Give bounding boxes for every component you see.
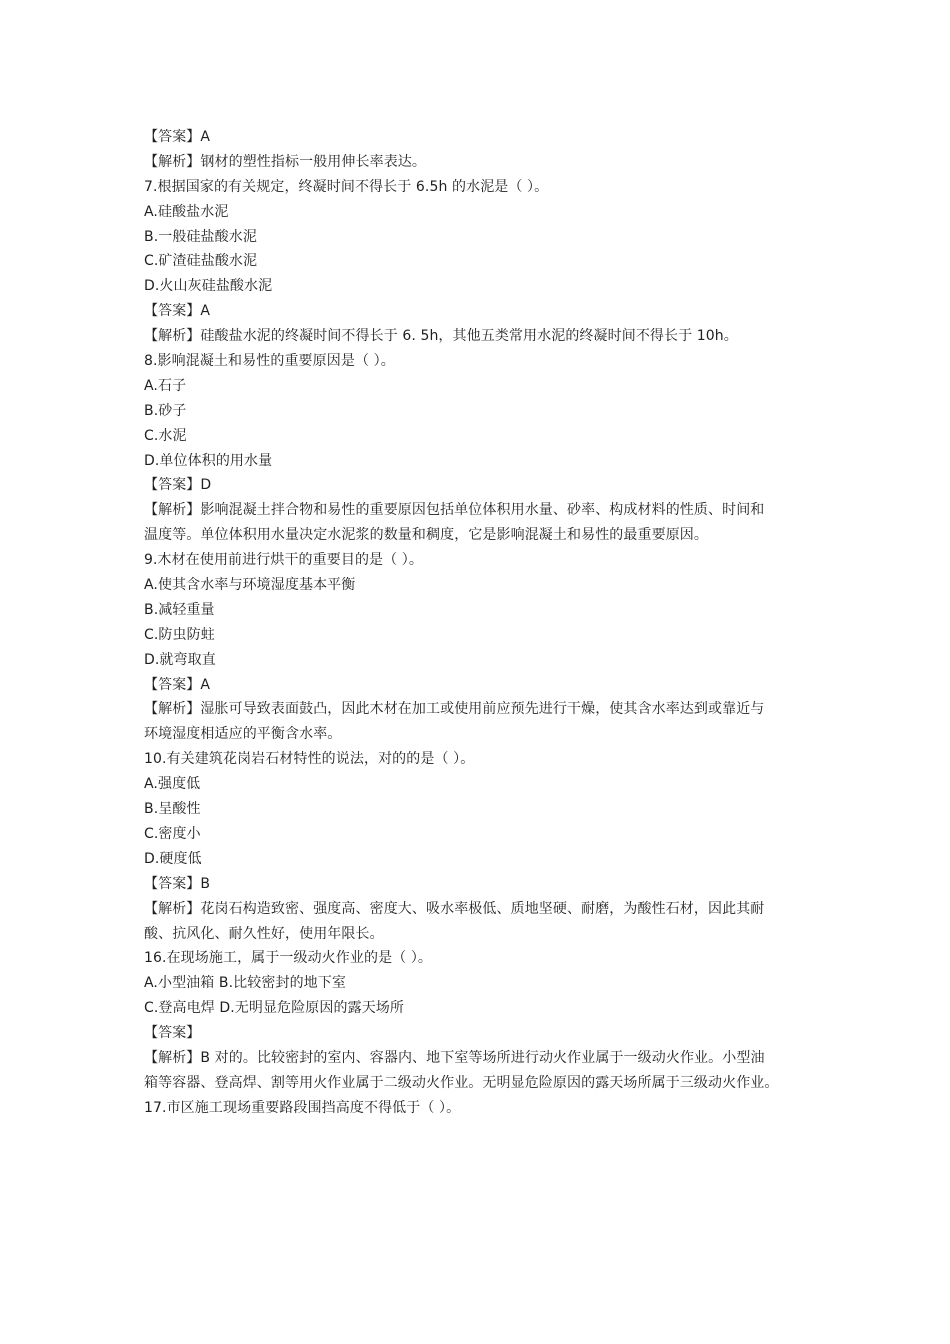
text-line: 【答案】A xyxy=(144,129,211,145)
text-line: 【解析】花岗石构造致密、强度高、密度大、吸水率极低、质地坚硬、耐磨，为酸性石材，因此其耐 xyxy=(144,900,765,917)
text-line: 【答案】A xyxy=(144,676,211,693)
text-line: B.一般硅盐酸水泥 xyxy=(144,228,257,245)
text-line: 环境湿度相适应的平衡含水率。 xyxy=(144,726,342,743)
text-line: 箱等容器、登高焊、割等用火作业属于二级动火作业。无明显危险原因的露天场所属于三级动火作业。 xyxy=(144,1074,779,1091)
text-line: 酸、抗风化、耐久性好，使用年限长。 xyxy=(144,925,384,942)
text-line: 7.根据国家的有关规定，终凝时间不得长于 6.5h 的水泥是（ ）。 xyxy=(144,178,549,195)
text-line: A.石子 xyxy=(144,377,187,394)
text-line: 【解析】影响混凝土拌合物和易性的重要原因包括单位体积用水量、砂率、构成材料的性质、时间和 xyxy=(144,502,765,519)
text-line: 10.有关建筑花岗岩石材特性的说法，对的的是（ ）。 xyxy=(144,751,475,768)
text-line: B.砂子 xyxy=(144,402,187,419)
text-line: 【答案】B xyxy=(144,875,211,892)
text-line: 【答案】D xyxy=(144,477,212,494)
text-line: A.强度低 xyxy=(144,776,201,793)
text-line: A.硅酸盐水泥 xyxy=(144,203,229,220)
text-line: 【解析】硅酸盐水泥的终凝时间不得长于 6. 5h，其他五类常用水泥的终凝时间不得长于 10h。 xyxy=(144,328,738,345)
document-body xyxy=(144,125,812,1121)
text-line: C.水泥 xyxy=(144,427,187,444)
text-line: 9.木材在使用前进行烘干的重要目的是（ ）。 xyxy=(144,552,424,569)
text-line: D.单位体积的用水量 xyxy=(144,452,273,469)
text-line: 16.在现场施工，属于一级动火作业的是（ ）。 xyxy=(144,950,433,967)
text-line: B.呈酸性 xyxy=(144,801,201,818)
text-line: 8.影响混凝土和易性的重要原因是（ ）。 xyxy=(144,353,395,370)
text-line: 【解析】B 对的。比较密封的室内、容器内、地下室等场所进行动火作业属于一级动火作业。小型油 xyxy=(144,1049,765,1066)
text-line: D.硬度低 xyxy=(144,850,202,867)
text-line: D.火山灰硅盐酸水泥 xyxy=(144,278,273,295)
text-line: A.使其含水率与环境湿度基本平衡 xyxy=(144,577,356,594)
text-line: 【答案】A xyxy=(144,303,211,320)
text-line: 温度等。单位体积用水量决定水泥浆的数量和稠度，它是影响混凝土和易性的最重要原因。 xyxy=(144,527,708,544)
text-line: C.矿渣硅盐酸水泥 xyxy=(144,253,258,270)
text-line: D.就弯取直 xyxy=(144,651,216,668)
text-line: C.防虫防蛀 xyxy=(144,626,215,643)
text-line: 【解析】湿胀可导致表面鼓凸，因此木材在加工或使用前应预先进行干燥，使其含水率达到或靠近与 xyxy=(144,701,765,718)
text-line: 【解析】钢材的塑性指标一般用伸长率表达。 xyxy=(144,153,426,170)
text-line: 17.市区施工现场重要路段围挡高度不得低于（ ）。 xyxy=(144,1099,461,1116)
text-line: B.减轻重量 xyxy=(144,601,215,618)
text-line: A.小型油箱 B.比较密封的地下室 xyxy=(144,975,346,992)
text-line: 【答案】 xyxy=(144,1025,201,1042)
text-line: C.登高电焊 D.无明显危险原因的露天场所 xyxy=(144,1000,405,1017)
text-line: C.密度小 xyxy=(144,825,201,842)
